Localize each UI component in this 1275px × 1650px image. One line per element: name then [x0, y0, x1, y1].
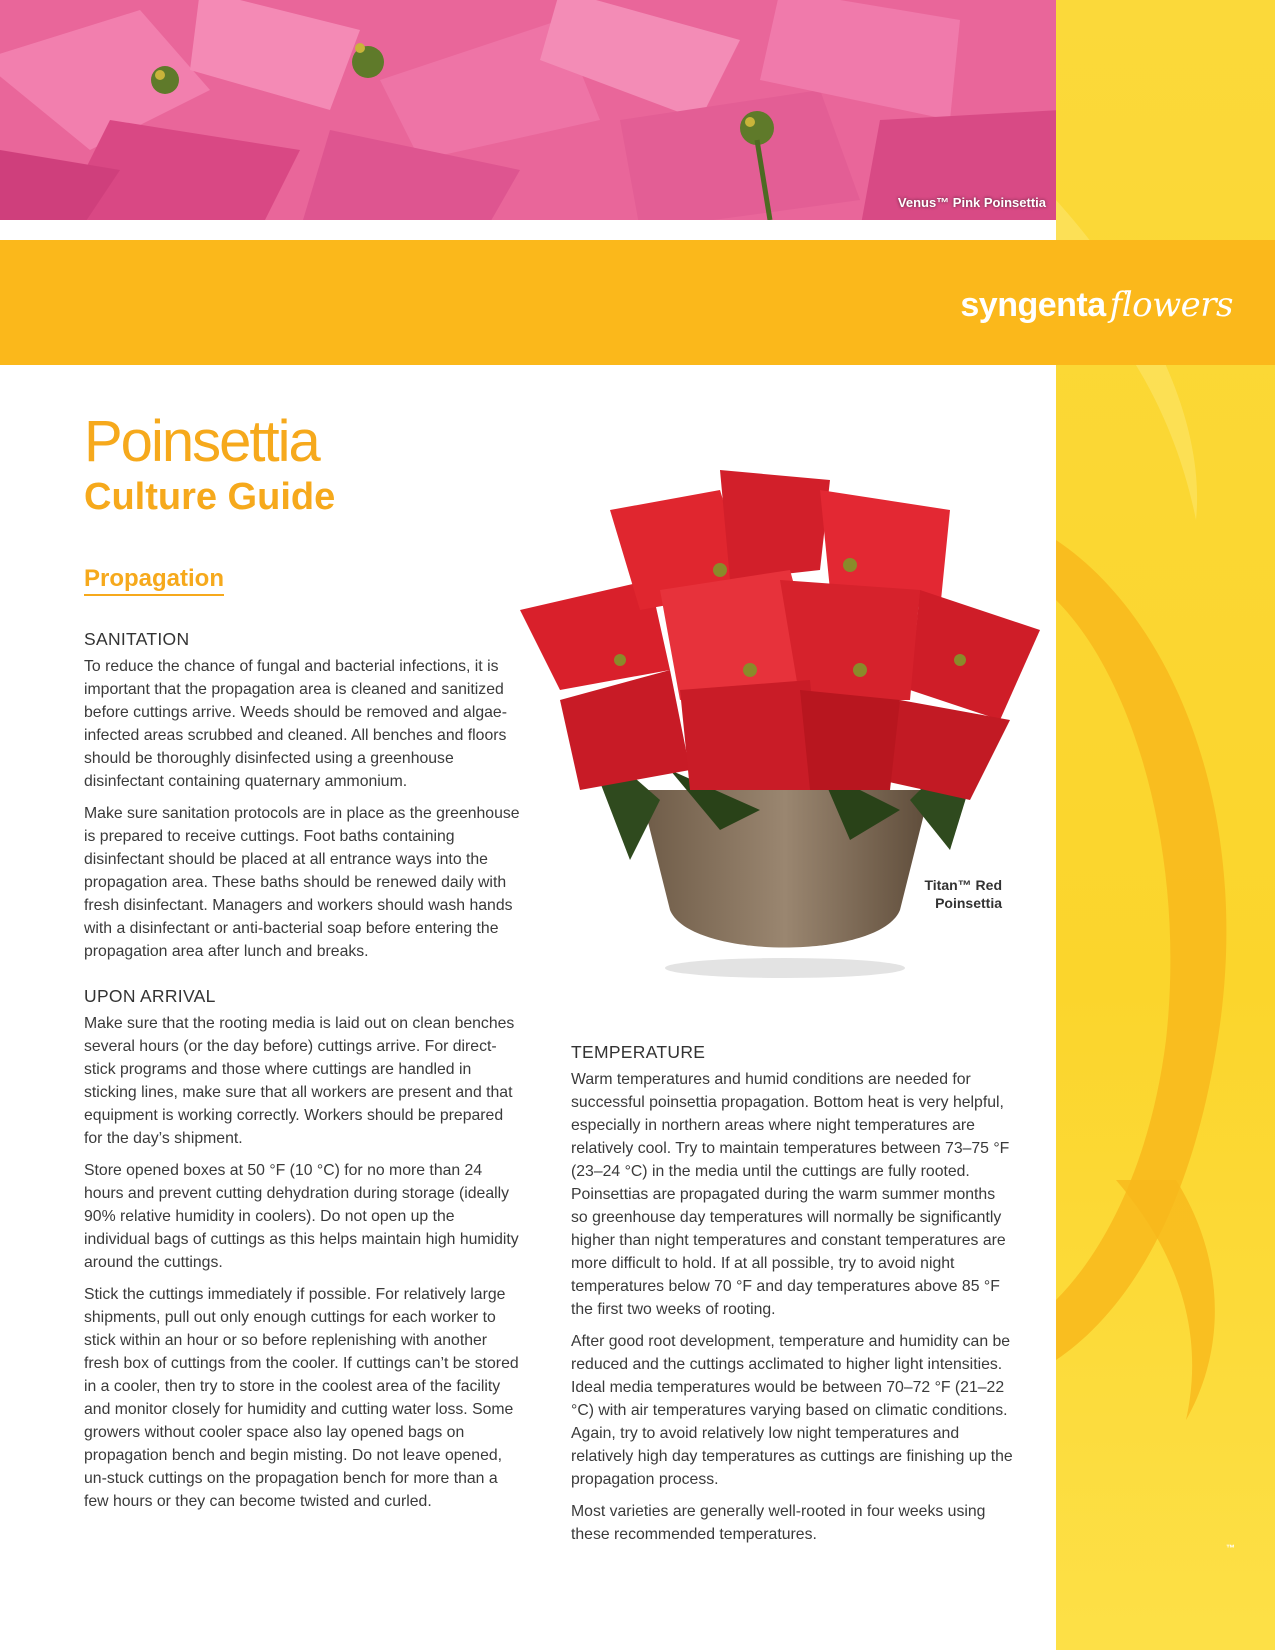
right-column	[571, 1041, 1013, 1555]
temperature-paragraph-3: Most varieties are generally well-rooted in four weeks using these recommended temperatures.	[571, 1503, 986, 1543]
logo-text-syngenta: syngenta	[960, 286, 1106, 324]
hero-caption: Venus™ Pink Poinsettia	[897, 195, 1046, 210]
syngenta-flowers-logo	[960, 285, 1233, 325]
hero-photo	[0, 0, 1056, 220]
heading-upon-arrival: UPON ARRIVAL	[84, 986, 216, 1006]
page-subtitle: Culture Guide	[84, 476, 336, 518]
plant-caption-line-1: Titan™ Red	[924, 877, 1002, 893]
section-heading-propagation: Propagation	[84, 565, 224, 596]
arrival-paragraph-1: Make sure that the rooting media is laid out on clean benches several hours (or the day before) cuttings arrive. For direct-stick programs and those where cuttings are handled in sticking lines, make sure that all workers are present and that equipment is working correctly. Workers should be prepared for the day’s shipment.	[84, 1015, 515, 1147]
arrival-paragraph-3: Stick the cuttings immediately if possible. For relatively large shipments, pull out only enough cuttings for each worker to stick within an hour or so before replenishing with another fresh box of cuttings from the cooler. If cuttings can’t be stored in a cooler, then try to store in the coolest area of the facility and monitor closely for humidity and cutting water loss. Some growers without cooler space also lay opened bags on propagation bench and begin misting. Do not leave opened, un-stuck cuttings on the propagation bench for more than a few hours or they can become twisted and curled.	[84, 1286, 519, 1510]
trademark-mark: ™	[1226, 1543, 1235, 1553]
temperature-paragraph-1: Warm temperatures and humid conditions are needed for successful poinsettia propagation. Bottom heat is very helpful, especially in northern areas where night temperatures are relatively cool. Try to maintain temperatures between 73–75 °F (23–24 °C) in the media until the cuttings are fully rooted. Poinsettias are propagated during the warm summer months so greenhouse day temperatures will normally be significantly higher than night temperatures and constant temperatures are more difficult to hold. If at all possible, try to avoid night temperatures below 70 °F and day temperatures above 85 °F the first two weeks of rooting.	[571, 1071, 1010, 1318]
pink-poinsettia-image	[0, 0, 1056, 220]
heading-sanitation: SANITATION	[84, 629, 190, 649]
sanitation-paragraph-1: To reduce the chance of fungal and bacterial infections, it is important that the propagation area is cleaned and sanitized before cuttings arrive. Weeds should be removed and algae-infected areas scrubbed and cleaned. All benches and floors should be thoroughly disinfected using a greenhouse disinfectant containing quaternary ammonium.	[84, 658, 507, 790]
page-title: Poinsettia	[84, 409, 319, 474]
arrival-paragraph-2: Store opened boxes at 50 °F (10 °C) for no more than 24 hours and prevent cutting dehydration during storage (ideally 90% relative humidity in coolers). Do not open up the individual bags of cuttings as this helps maintain high humidity around the cuttings.	[84, 1162, 519, 1271]
plant-caption	[900, 876, 1002, 912]
left-column	[84, 628, 524, 1522]
logo-text-flowers: flowers	[1109, 285, 1233, 325]
heading-temperature: TEMPERATURE	[571, 1042, 706, 1062]
plant-caption-line-2: Poinsettia	[935, 895, 1002, 911]
temperature-paragraph-2: After good root development, temperature and humidity can be reduced and the cuttings acclimated to higher light intensities. Ideal media temperatures would be between 70–72 °F (21–22 °C) with air temperatures varying based on climatic conditions. Again, try to avoid relatively low night temperatures and relatively high day temperatures as cuttings are finishing up the propagation process.	[571, 1333, 1013, 1488]
sanitation-paragraph-2: Make sure sanitation protocols are in place as the greenhouse is prepared to receive cuttings. Foot baths containing disinfectant should be placed at all entrance ways into the propagation area. These baths should be renewed daily with fresh disinfectant. Managers and workers should wash hands with a disinfectant or anti-bacterial soap before entering the propagation area after lunch and breaks.	[84, 805, 520, 960]
